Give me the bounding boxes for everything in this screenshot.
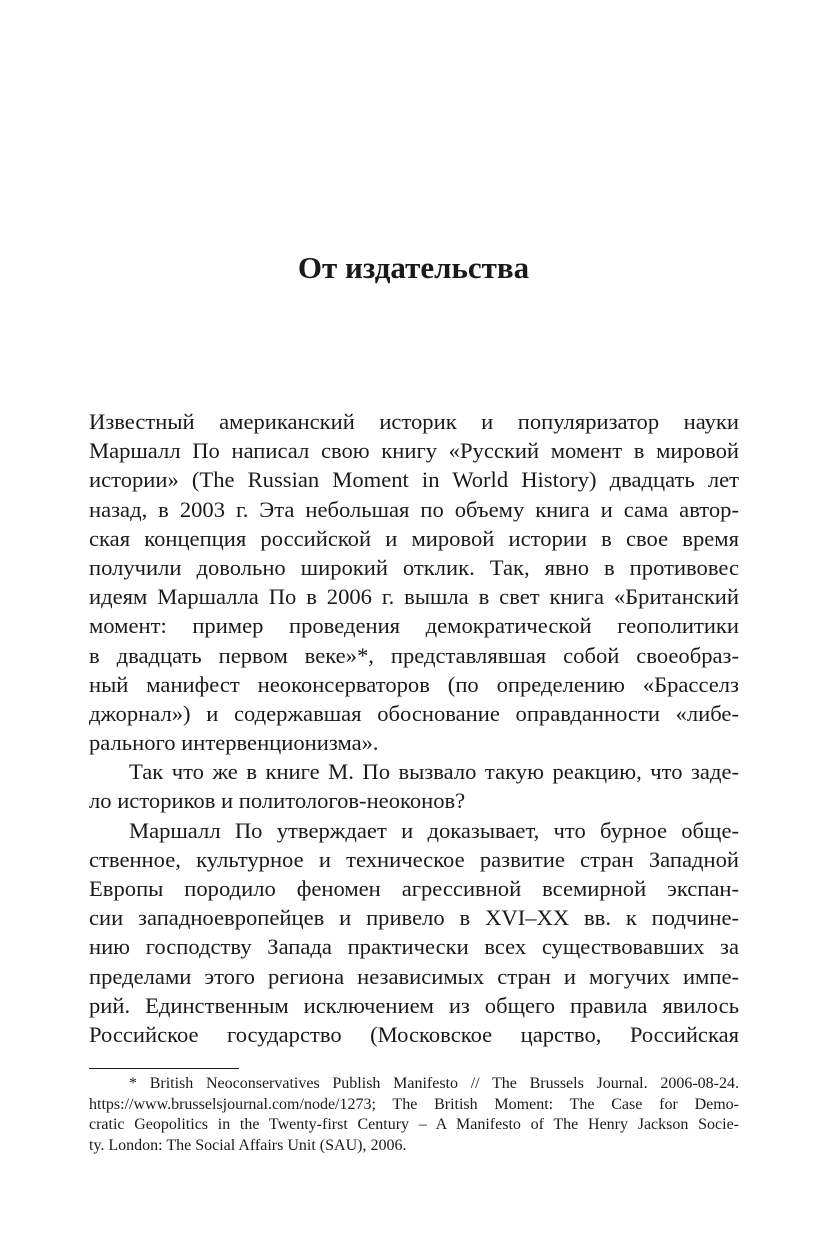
text-line: в двадцать первом веке»*, представлявшая собой своеобраз- (89, 642, 739, 668)
text-line: Российское государство (Московское царство, Российская (89, 1021, 739, 1047)
text-line: рий. Единственным исключением из общего правила явилось (89, 992, 739, 1018)
body-text (89, 407, 739, 1049)
text-line: пределами этого региона независимых стран и могучих импе- (89, 963, 739, 989)
text-line: ская концепция российской и мировой истории в свое время (89, 525, 739, 551)
text-line: получили довольно широкий отклик. Так, явно в противовес (89, 554, 739, 580)
text-line: Так что же в книге М. По вызвало такую реакцию, что заде- (129, 759, 739, 785)
text-line: ственное, культурное и техническое развитие стран Западной (89, 846, 739, 872)
text-line: Маршалл По утверждает и доказывает, что бурное обще- (129, 817, 739, 843)
text-line: истории» (The Russian Moment in World History) двадцать лет (89, 467, 739, 493)
footnote-line: cratic Geopolitics in the Twenty-first Century – A Manifesto of The Henry Jackson Socie- (89, 1116, 739, 1133)
text-line: ный манифест неоконсерваторов (по определению «Брасселз (89, 671, 739, 697)
paragraph-1 (89, 407, 739, 757)
text-line: Маршалл По написал свою книгу «Русский момент в мировой (89, 438, 739, 464)
page-title: От издательства (297, 250, 530, 285)
footnote-line: ty. London: The Social Affairs Unit (SAU), 2006. (89, 1136, 407, 1154)
text-line: ло историков и политологов-неоконов? (89, 788, 466, 814)
text-line: назад, в 2003 г. Эта небольшая по объему книга и сама автор- (89, 496, 739, 522)
text-line: джорнал») и содержавшая обоснование оправданности «либе- (89, 700, 739, 726)
footnote-separator (89, 1068, 239, 1069)
text-line: Европы породило феномен агрессивной всемирной экспан- (89, 876, 739, 901)
text-line: нию господству Запада практически всех существовавших за (89, 934, 739, 960)
text-line: Известный американский историк и популяризатор науки (89, 409, 739, 434)
paragraph-2 (89, 757, 739, 815)
text-line: идеям Маршалла По в 2006 г. вышла в свет книга «Британский (89, 584, 739, 610)
footnote-line: https://www.brusselsjournal.com/node/1273; The British Moment: The Case for Demo- (89, 1095, 739, 1113)
footnote-line: * British Neoconservatives Publish Manifesto // The Brussels Journal. 2006-08-24. (129, 1075, 739, 1092)
text-line: момент: пример проведения демократической геополитики (89, 613, 739, 639)
footnote (89, 1074, 739, 1156)
text-line: рального интервенционизма». (89, 730, 379, 756)
text-line: сии западноевропейцев и привело в XVI–XX вв. к подчине- (89, 905, 739, 931)
paragraph-3 (89, 816, 739, 1050)
